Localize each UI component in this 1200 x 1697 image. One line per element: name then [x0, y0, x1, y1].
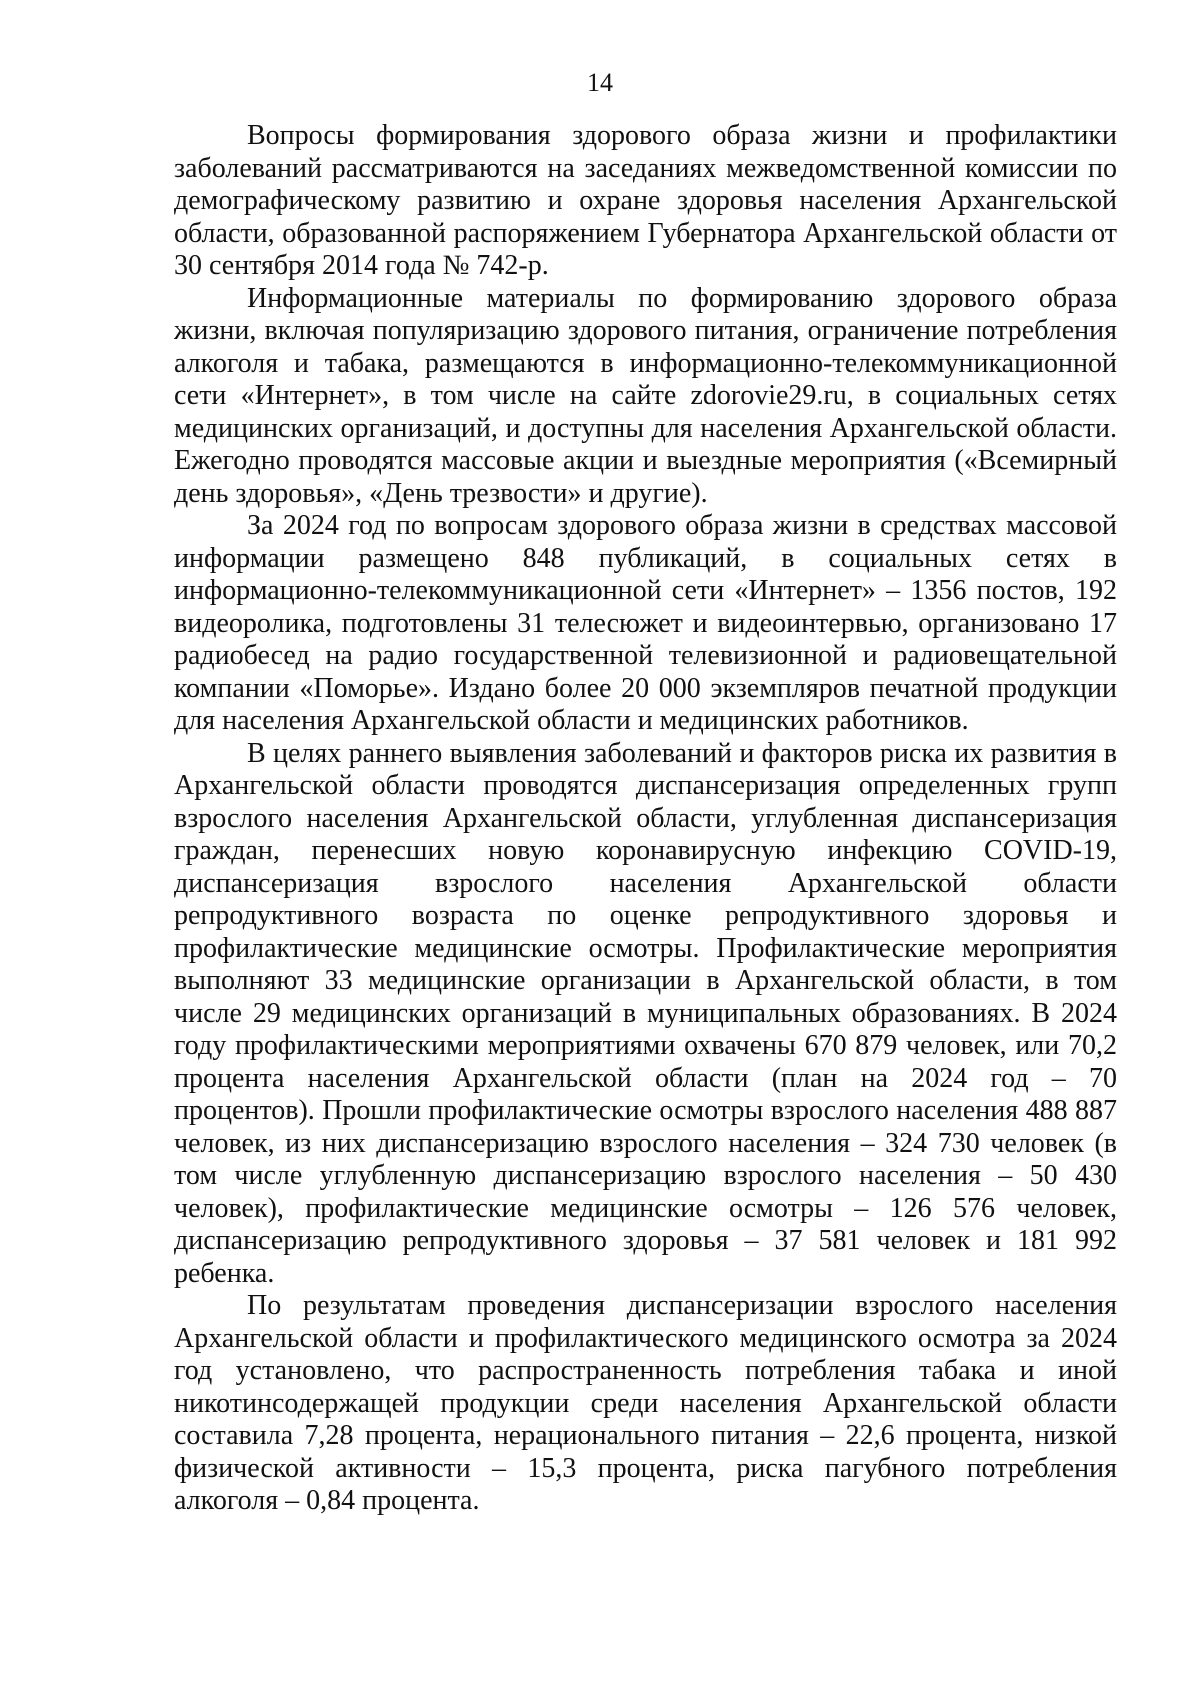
paragraph-medical-examination: В целях раннего выявления заболеваний и факторов риска их развития в Архангельской области проводятся диспансеризация определенных групп взрослого населения Архангельской области, углубленная диспансеризация граждан, перенесших новую коронавирусную инфекцию COVID-19, диспансеризация взрослого населения Архангельской области репродуктивного возраста по оценке репродуктивного здоровья и профилактические медицинские осмотры. Профилактические мероприятия выполняют 33 медицинские организации в Архангельской области, в том числе 29 медицинских организаций в муниципальных образованиях. В 2024 году профилактическими мероприятиями охвачены 670 879 человек, или 70,2 процента населения Архангельской области (план на 2024 год – 70 процентов). Прошли профилактические осмотры взрослого населения 488 887 человек, из них диспансеризацию взрослого населения – 324 730 человек (в том числе углубленную диспансеризацию взрослого населения – 50 430 человек), профилактические медицинские осмотры – 126 576 человек, диспансеризацию репродуктивного здоровья – 37 581 человек и 181 992 ребенка. [174, 737, 1117, 1289]
paragraph-media-publications: За 2024 год по вопросам здорового образа жизни в средствах массовой информации размещено 848 публикаций, в социальных сетях в информационно-телекоммуникационной сети «Интернет» – 1356 постов, 192 видеоролика, подготовлены 31 телесюжет и видеоинтервью, организовано 17 радиобесед на радио государственной телевизионной и радиовещательной компании «Поморье». Издано более 20 000 экземпляров печатной продукции для населения Архангельской области и медицинских работников. [174, 510, 1117, 736]
paragraph-information-materials: Информационные материалы по формированию здорового образа жизни, включая популяризацию здорового питания, ограничение потребления алкоголя и табака, размещаются в информационно-телекоммуникационной сети «Интернет», в том числе на сайте zdorovie29.ru, в социальных сетях медицинских организаций, и доступны для населения Архангельской области. Ежегодно проводятся массовые акции и выездные мероприятия («Всемирный день здоровья», «День трезвости» и другие). [174, 282, 1117, 509]
paragraph-risk-factor-results: По результатам проведения диспансеризации взрослого населения Архангельской области и профилактического медицинского осмотра за 2024 год установлено, что распространенность потребления табака и иной никотинсодержащей продукции среди населения Архангельской области составила 7,28 процента, нерационального питания – 22,6 процента, низкой физической активности – 15,3 процента, риска пагубного потребления алкоголя – 0,84 процента. [174, 1290, 1117, 1516]
document-body [174, 120, 1117, 1518]
paragraph-healthy-lifestyle-commission: Вопросы формирования здорового образа жизни и профилактики заболеваний рассматриваются на заседаниях межведомственной комиссии по демографическому развитию и охране здоровья населения Архангельской области, образованной распоряжением Губернатора Архангельской области от 30 сентября 2014 года № 742-р. [174, 120, 1117, 281]
page-number: 14 [587, 68, 613, 97]
